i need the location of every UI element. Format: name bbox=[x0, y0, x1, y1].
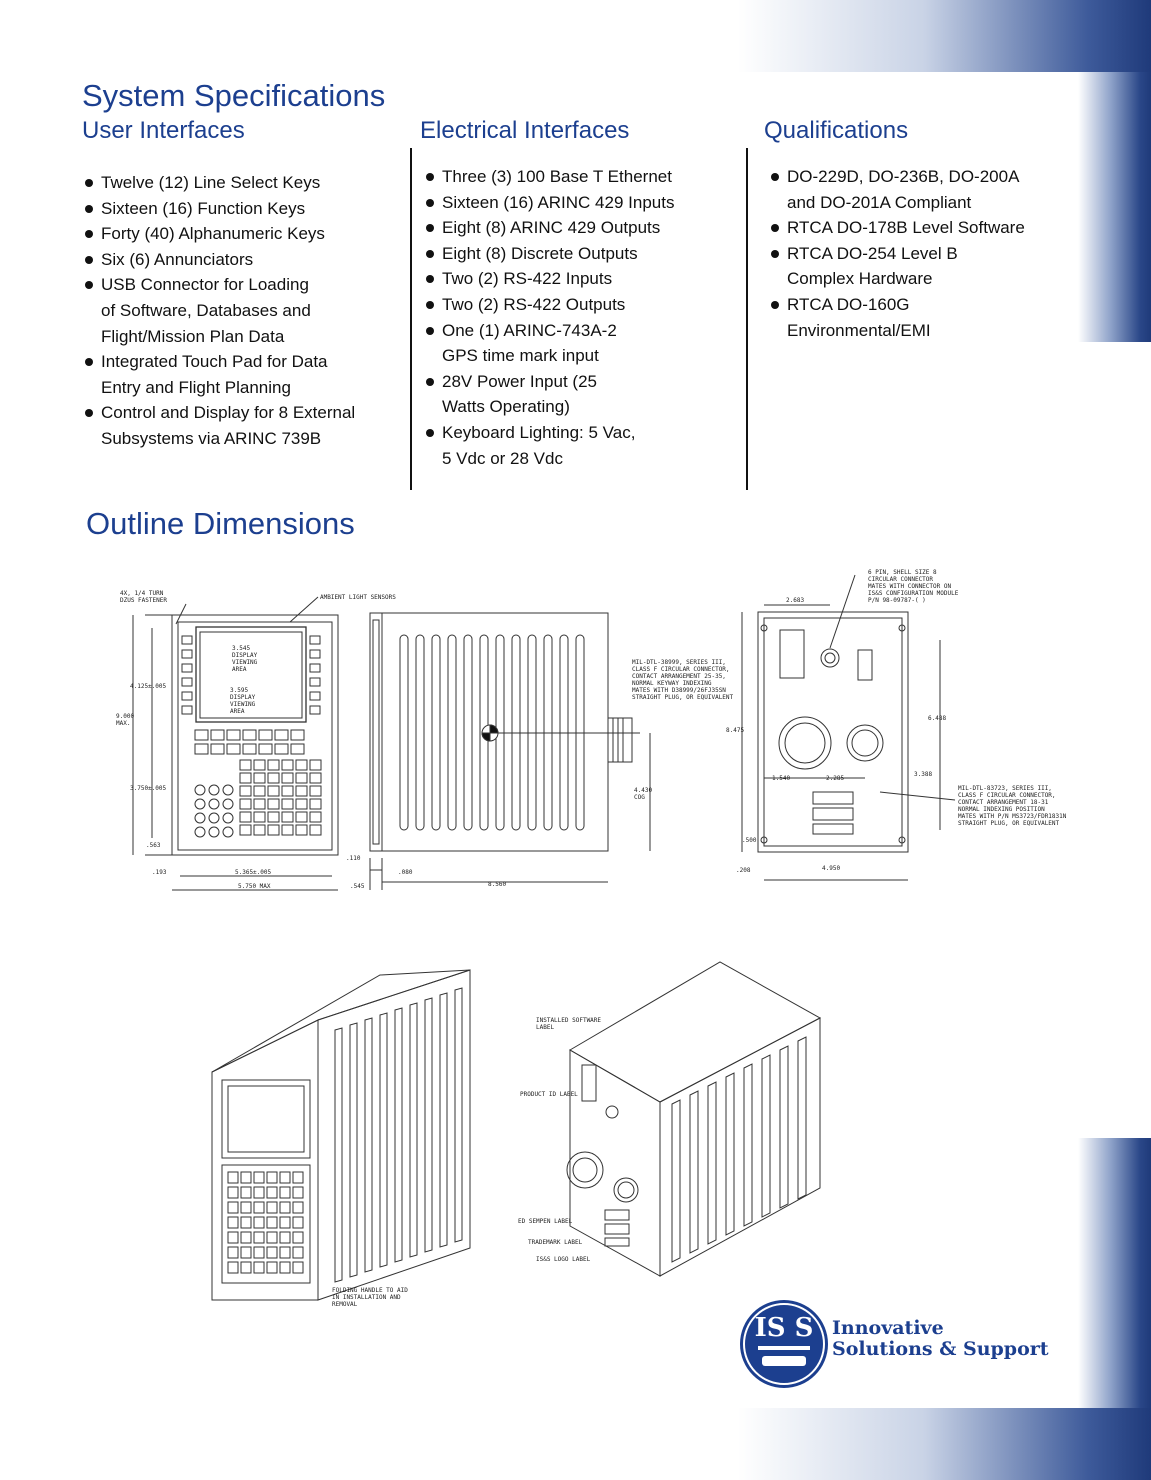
function-key bbox=[195, 744, 208, 754]
alpha-key bbox=[310, 812, 321, 822]
spec-item: Eight (8) Discrete Outputs bbox=[424, 241, 740, 267]
iso-key bbox=[267, 1247, 277, 1258]
alpha-key bbox=[240, 773, 251, 783]
numeric-key bbox=[209, 785, 219, 795]
iso-fin bbox=[365, 1018, 372, 1272]
front-fastener-label: 4X, 1/4 TURN DZUS FASTENER bbox=[120, 590, 167, 604]
front-dim-5750: 5.750 MAX bbox=[238, 883, 271, 890]
iso-fin bbox=[410, 1003, 417, 1257]
iso-key bbox=[228, 1172, 238, 1183]
numeric-key bbox=[209, 799, 219, 809]
rear-dim-6488: 6.488 bbox=[928, 715, 947, 722]
spec-item: RTCA DO-254 Level B Complex Hardware bbox=[769, 241, 1069, 292]
alpha-key bbox=[282, 786, 293, 796]
alpha-key bbox=[282, 760, 293, 770]
iso-ed-label: ED SEMPEN LABEL bbox=[518, 1218, 573, 1225]
iso-key bbox=[241, 1202, 251, 1213]
side-cog-label: 4.430 COG bbox=[634, 787, 653, 801]
qualifications-heading: Qualifications bbox=[764, 117, 909, 144]
rear-dim-3388: 3.388 bbox=[914, 771, 933, 778]
line-select-key bbox=[310, 706, 320, 714]
iso-fin bbox=[672, 1100, 680, 1262]
numeric-key bbox=[195, 813, 205, 823]
iso-fin bbox=[798, 1037, 806, 1199]
iso-key bbox=[267, 1232, 277, 1243]
alpha-key bbox=[310, 799, 321, 809]
logo-monogram: IS S bbox=[754, 1313, 814, 1343]
iso-fin bbox=[690, 1091, 698, 1253]
spec-item: Two (2) RS-422 Inputs bbox=[424, 266, 740, 292]
iss-logo bbox=[738, 1300, 834, 1396]
alpha-key bbox=[240, 786, 251, 796]
iso-fin bbox=[744, 1064, 752, 1226]
alpha-key bbox=[268, 812, 279, 822]
iso-key bbox=[241, 1262, 251, 1273]
rear-dim-208: .208 bbox=[736, 867, 751, 874]
side-dim-080: .080 bbox=[398, 869, 413, 876]
front-dim-5365: 5.365±.005 bbox=[235, 869, 272, 876]
front-display-label-1: 3.545 DISPLAY VIEWING AREA bbox=[232, 645, 258, 673]
function-key bbox=[227, 730, 240, 740]
numeric-key bbox=[195, 785, 205, 795]
spec-item: RTCA DO-160G Environmental/EMI bbox=[769, 292, 1069, 343]
alpha-key bbox=[296, 812, 307, 822]
alpha-key bbox=[310, 825, 321, 835]
alpha-key bbox=[282, 799, 293, 809]
spec-item: Twelve (12) Line Select Keys bbox=[83, 170, 403, 196]
iso-key bbox=[228, 1187, 238, 1198]
cooling-fin bbox=[464, 635, 472, 830]
function-key bbox=[291, 730, 304, 740]
iso-key bbox=[254, 1232, 264, 1243]
iso-key bbox=[241, 1232, 251, 1243]
iso-key bbox=[254, 1247, 264, 1258]
function-key bbox=[227, 744, 240, 754]
logo-text bbox=[832, 1318, 1049, 1360]
iso-key bbox=[241, 1187, 251, 1198]
spec-item: DO-229D, DO-236B, DO-200A and DO-201A Compliant bbox=[769, 164, 1069, 215]
iso-key bbox=[241, 1247, 251, 1258]
rear-dim-1540: 1.540 bbox=[772, 775, 791, 782]
alpha-key bbox=[240, 825, 251, 835]
front-dim-563: .563 bbox=[146, 842, 161, 849]
spec-item: Integrated Touch Pad for Data Entry and Flight Planning bbox=[83, 349, 403, 400]
front-dim-9000: 9.000 MAX. bbox=[116, 713, 135, 727]
iso-key bbox=[267, 1187, 277, 1198]
iso-key bbox=[293, 1172, 303, 1183]
iso-fin bbox=[335, 1028, 342, 1282]
function-key bbox=[291, 744, 304, 754]
iso-logo-label: IS&S LOGO LABEL bbox=[536, 1256, 591, 1263]
iso-fin bbox=[425, 998, 432, 1252]
front-dim-4125: 4.125±.005 bbox=[130, 683, 167, 690]
iso-key bbox=[228, 1217, 238, 1228]
numeric-key bbox=[209, 813, 219, 823]
rear-connector-label: MIL-DTL-83723, SERIES III, CLASS F CIRCULAR CONNECTOR, CONTACT ARRANGEMENT 18-31 NORMAL INDEXING POSITION MATES WITH P/N MS3723/FDR1831N STRAIGHT PLUG, OR EQUIVALENT bbox=[958, 785, 1067, 827]
alpha-key bbox=[296, 760, 307, 770]
iso-fin bbox=[762, 1055, 770, 1217]
user-interfaces-heading: User Interfaces bbox=[82, 117, 245, 144]
function-key bbox=[195, 730, 208, 740]
iso-key bbox=[254, 1187, 264, 1198]
side-dim-545: .545 bbox=[350, 883, 365, 890]
front-view-drawing bbox=[133, 597, 338, 890]
rear-dim-2285: 2.285 bbox=[826, 775, 845, 782]
spec-item: One (1) ARINC-743A-2 GPS time mark input bbox=[424, 318, 740, 369]
numeric-key bbox=[223, 813, 233, 823]
alpha-key bbox=[268, 760, 279, 770]
iso-key bbox=[228, 1247, 238, 1258]
iso-key bbox=[241, 1172, 251, 1183]
alpha-key bbox=[268, 825, 279, 835]
alpha-key bbox=[310, 760, 321, 770]
iso-trademark-label: TRADEMARK LABEL bbox=[528, 1239, 583, 1246]
line-select-key bbox=[310, 678, 320, 686]
line-select-key bbox=[310, 636, 320, 644]
iso-key bbox=[280, 1232, 290, 1243]
alpha-key bbox=[296, 773, 307, 783]
iso-key bbox=[228, 1232, 238, 1243]
front-sensors-label: AMBIENT LIGHT SENSORS bbox=[320, 594, 396, 601]
iso-key bbox=[267, 1172, 277, 1183]
numeric-key bbox=[209, 827, 219, 837]
alpha-key bbox=[310, 773, 321, 783]
alpha-key bbox=[254, 786, 265, 796]
iso-fin bbox=[455, 988, 462, 1242]
iso-key bbox=[267, 1202, 277, 1213]
rear-dim-500: .500 bbox=[742, 837, 757, 844]
line-select-key bbox=[182, 664, 192, 672]
spec-item: USB Connector for Loading of Software, Databases and Flight/Mission Plan Data bbox=[83, 272, 403, 349]
iso-key bbox=[280, 1172, 290, 1183]
function-key bbox=[259, 744, 272, 754]
line-select-key bbox=[182, 636, 192, 644]
spec-item: Two (2) RS-422 Outputs bbox=[424, 292, 740, 318]
iso-fin bbox=[380, 1013, 387, 1267]
line-select-key bbox=[310, 664, 320, 672]
function-key bbox=[275, 730, 288, 740]
iso-fin bbox=[440, 993, 447, 1247]
iso-handle-label: FOLDING HANDLE TO AID IN INSTALLATION AND REMOVAL bbox=[332, 1287, 408, 1308]
outline-dimensions-title: Outline Dimensions bbox=[86, 506, 355, 541]
iso-fin bbox=[395, 1008, 402, 1262]
front-dim-3750: 3.750±.005 bbox=[130, 785, 167, 792]
page-title: System Specifications bbox=[82, 78, 386, 113]
electrical-interfaces-heading: Electrical Interfaces bbox=[420, 117, 630, 144]
spec-item: Sixteen (16) ARINC 429 Inputs bbox=[424, 190, 740, 216]
side-view-drawing bbox=[370, 613, 653, 890]
spec-item: Sixteen (16) Function Keys bbox=[83, 196, 403, 222]
alpha-key bbox=[268, 773, 279, 783]
spec-item: RTCA DO-178B Level Software bbox=[769, 215, 1069, 241]
iso-key bbox=[254, 1202, 264, 1213]
function-key bbox=[211, 744, 224, 754]
spec-item: Six (6) Annunciators bbox=[83, 247, 403, 273]
cooling-fin bbox=[432, 635, 440, 830]
iso-key bbox=[241, 1217, 251, 1228]
alpha-key bbox=[310, 786, 321, 796]
alpha-key bbox=[254, 825, 265, 835]
alpha-key bbox=[296, 825, 307, 835]
alpha-key bbox=[254, 799, 265, 809]
alpha-key bbox=[296, 799, 307, 809]
side-dim-8560: 8.560 bbox=[488, 881, 507, 888]
iso-key bbox=[293, 1232, 303, 1243]
alpha-key bbox=[240, 799, 251, 809]
iso-key bbox=[280, 1217, 290, 1228]
spec-item: Eight (8) ARINC 429 Outputs bbox=[424, 215, 740, 241]
iso-fin bbox=[780, 1046, 788, 1208]
iso-key bbox=[293, 1202, 303, 1213]
numeric-key bbox=[195, 799, 205, 809]
side-dim-110: .110 bbox=[346, 855, 361, 862]
spec-item: Keyboard Lighting: 5 Vac, 5 Vdc or 28 Vdc bbox=[424, 420, 740, 471]
function-key bbox=[243, 744, 256, 754]
function-key bbox=[275, 744, 288, 754]
isometric-front-drawing bbox=[212, 970, 470, 1300]
iso-key bbox=[280, 1187, 290, 1198]
spec-item: Forty (40) Alphanumeric Keys bbox=[83, 221, 403, 247]
rear-dim-8475: 8.475 bbox=[726, 727, 745, 734]
alpha-key bbox=[254, 812, 265, 822]
iso-key bbox=[228, 1262, 238, 1273]
iso-fin bbox=[350, 1023, 357, 1277]
rear-dim-4950: 4.950 bbox=[822, 865, 841, 872]
rear-view-drawing bbox=[742, 575, 955, 880]
isometric-rear-drawing bbox=[567, 962, 820, 1276]
iso-key bbox=[228, 1202, 238, 1213]
alpha-key bbox=[282, 812, 293, 822]
iso-key bbox=[293, 1247, 303, 1258]
cooling-fin bbox=[416, 635, 424, 830]
alpha-key bbox=[254, 773, 265, 783]
iso-key bbox=[254, 1172, 264, 1183]
cooling-fin bbox=[448, 635, 456, 830]
iso-key bbox=[254, 1262, 264, 1273]
front-display-label-2: 3.595 DISPLAY VIEWING AREA bbox=[230, 687, 256, 715]
side-connector-label: MIL-DTL-38999, SERIES III, CLASS F CIRCULAR CONNECTOR, CONTACT ARRANGEMENT 25-35, NORMAL KEYWAY INDEXING MATES WITH D38999/26FJ35SN STRAIGHT PLUG, OR EQUIVALENT bbox=[632, 659, 734, 701]
line-select-key bbox=[310, 692, 320, 700]
function-key bbox=[243, 730, 256, 740]
logo-line-1: Innovative bbox=[832, 1317, 944, 1339]
line-select-key bbox=[310, 650, 320, 658]
alpha-key bbox=[254, 760, 265, 770]
rear-pin-connector-label: 6 PIN, SHELL SIZE 8 CIRCULAR CONNECTOR MATES WITH CONNECTOR ON IS&S CONFIGURATION MODULE P/N 98-09787-( ) bbox=[868, 569, 959, 604]
iso-fin bbox=[708, 1082, 716, 1244]
cooling-fin bbox=[400, 635, 408, 830]
numeric-key bbox=[223, 799, 233, 809]
alpha-key bbox=[282, 773, 293, 783]
iso-key bbox=[293, 1217, 303, 1228]
function-key bbox=[211, 730, 224, 740]
numeric-key bbox=[195, 827, 205, 837]
spec-item: Three (3) 100 Base T Ethernet bbox=[424, 164, 740, 190]
iso-product-label: PRODUCT ID LABEL bbox=[520, 1091, 578, 1098]
function-key bbox=[259, 730, 272, 740]
alpha-key bbox=[268, 799, 279, 809]
alpha-key bbox=[240, 760, 251, 770]
line-select-key bbox=[182, 692, 192, 700]
iso-software-label: INSTALLED SOFTWARE LABEL bbox=[536, 1017, 602, 1031]
iso-key bbox=[280, 1202, 290, 1213]
line-select-key bbox=[182, 706, 192, 714]
iso-key bbox=[293, 1262, 303, 1273]
alpha-key bbox=[296, 786, 307, 796]
line-select-key bbox=[182, 650, 192, 658]
line-select-key bbox=[182, 678, 192, 686]
spec-item: Control and Display for 8 External Subsystems via ARINC 739B bbox=[83, 400, 403, 451]
iso-key bbox=[293, 1187, 303, 1198]
numeric-key bbox=[223, 785, 233, 795]
spec-item: 28V Power Input (25 Watts Operating) bbox=[424, 369, 740, 420]
numeric-key bbox=[223, 827, 233, 837]
alpha-key bbox=[240, 812, 251, 822]
rear-dim-2683: 2.683 bbox=[786, 597, 805, 604]
iso-key bbox=[280, 1262, 290, 1273]
iso-key bbox=[267, 1217, 277, 1228]
front-dim-193: .193 bbox=[152, 869, 167, 876]
iso-key bbox=[267, 1262, 277, 1273]
logo-line-2: Solutions & Support bbox=[832, 1338, 1049, 1360]
iso-key bbox=[254, 1217, 264, 1228]
alpha-key bbox=[268, 786, 279, 796]
alpha-key bbox=[282, 825, 293, 835]
iso-key bbox=[280, 1247, 290, 1258]
iso-fin bbox=[726, 1073, 734, 1235]
